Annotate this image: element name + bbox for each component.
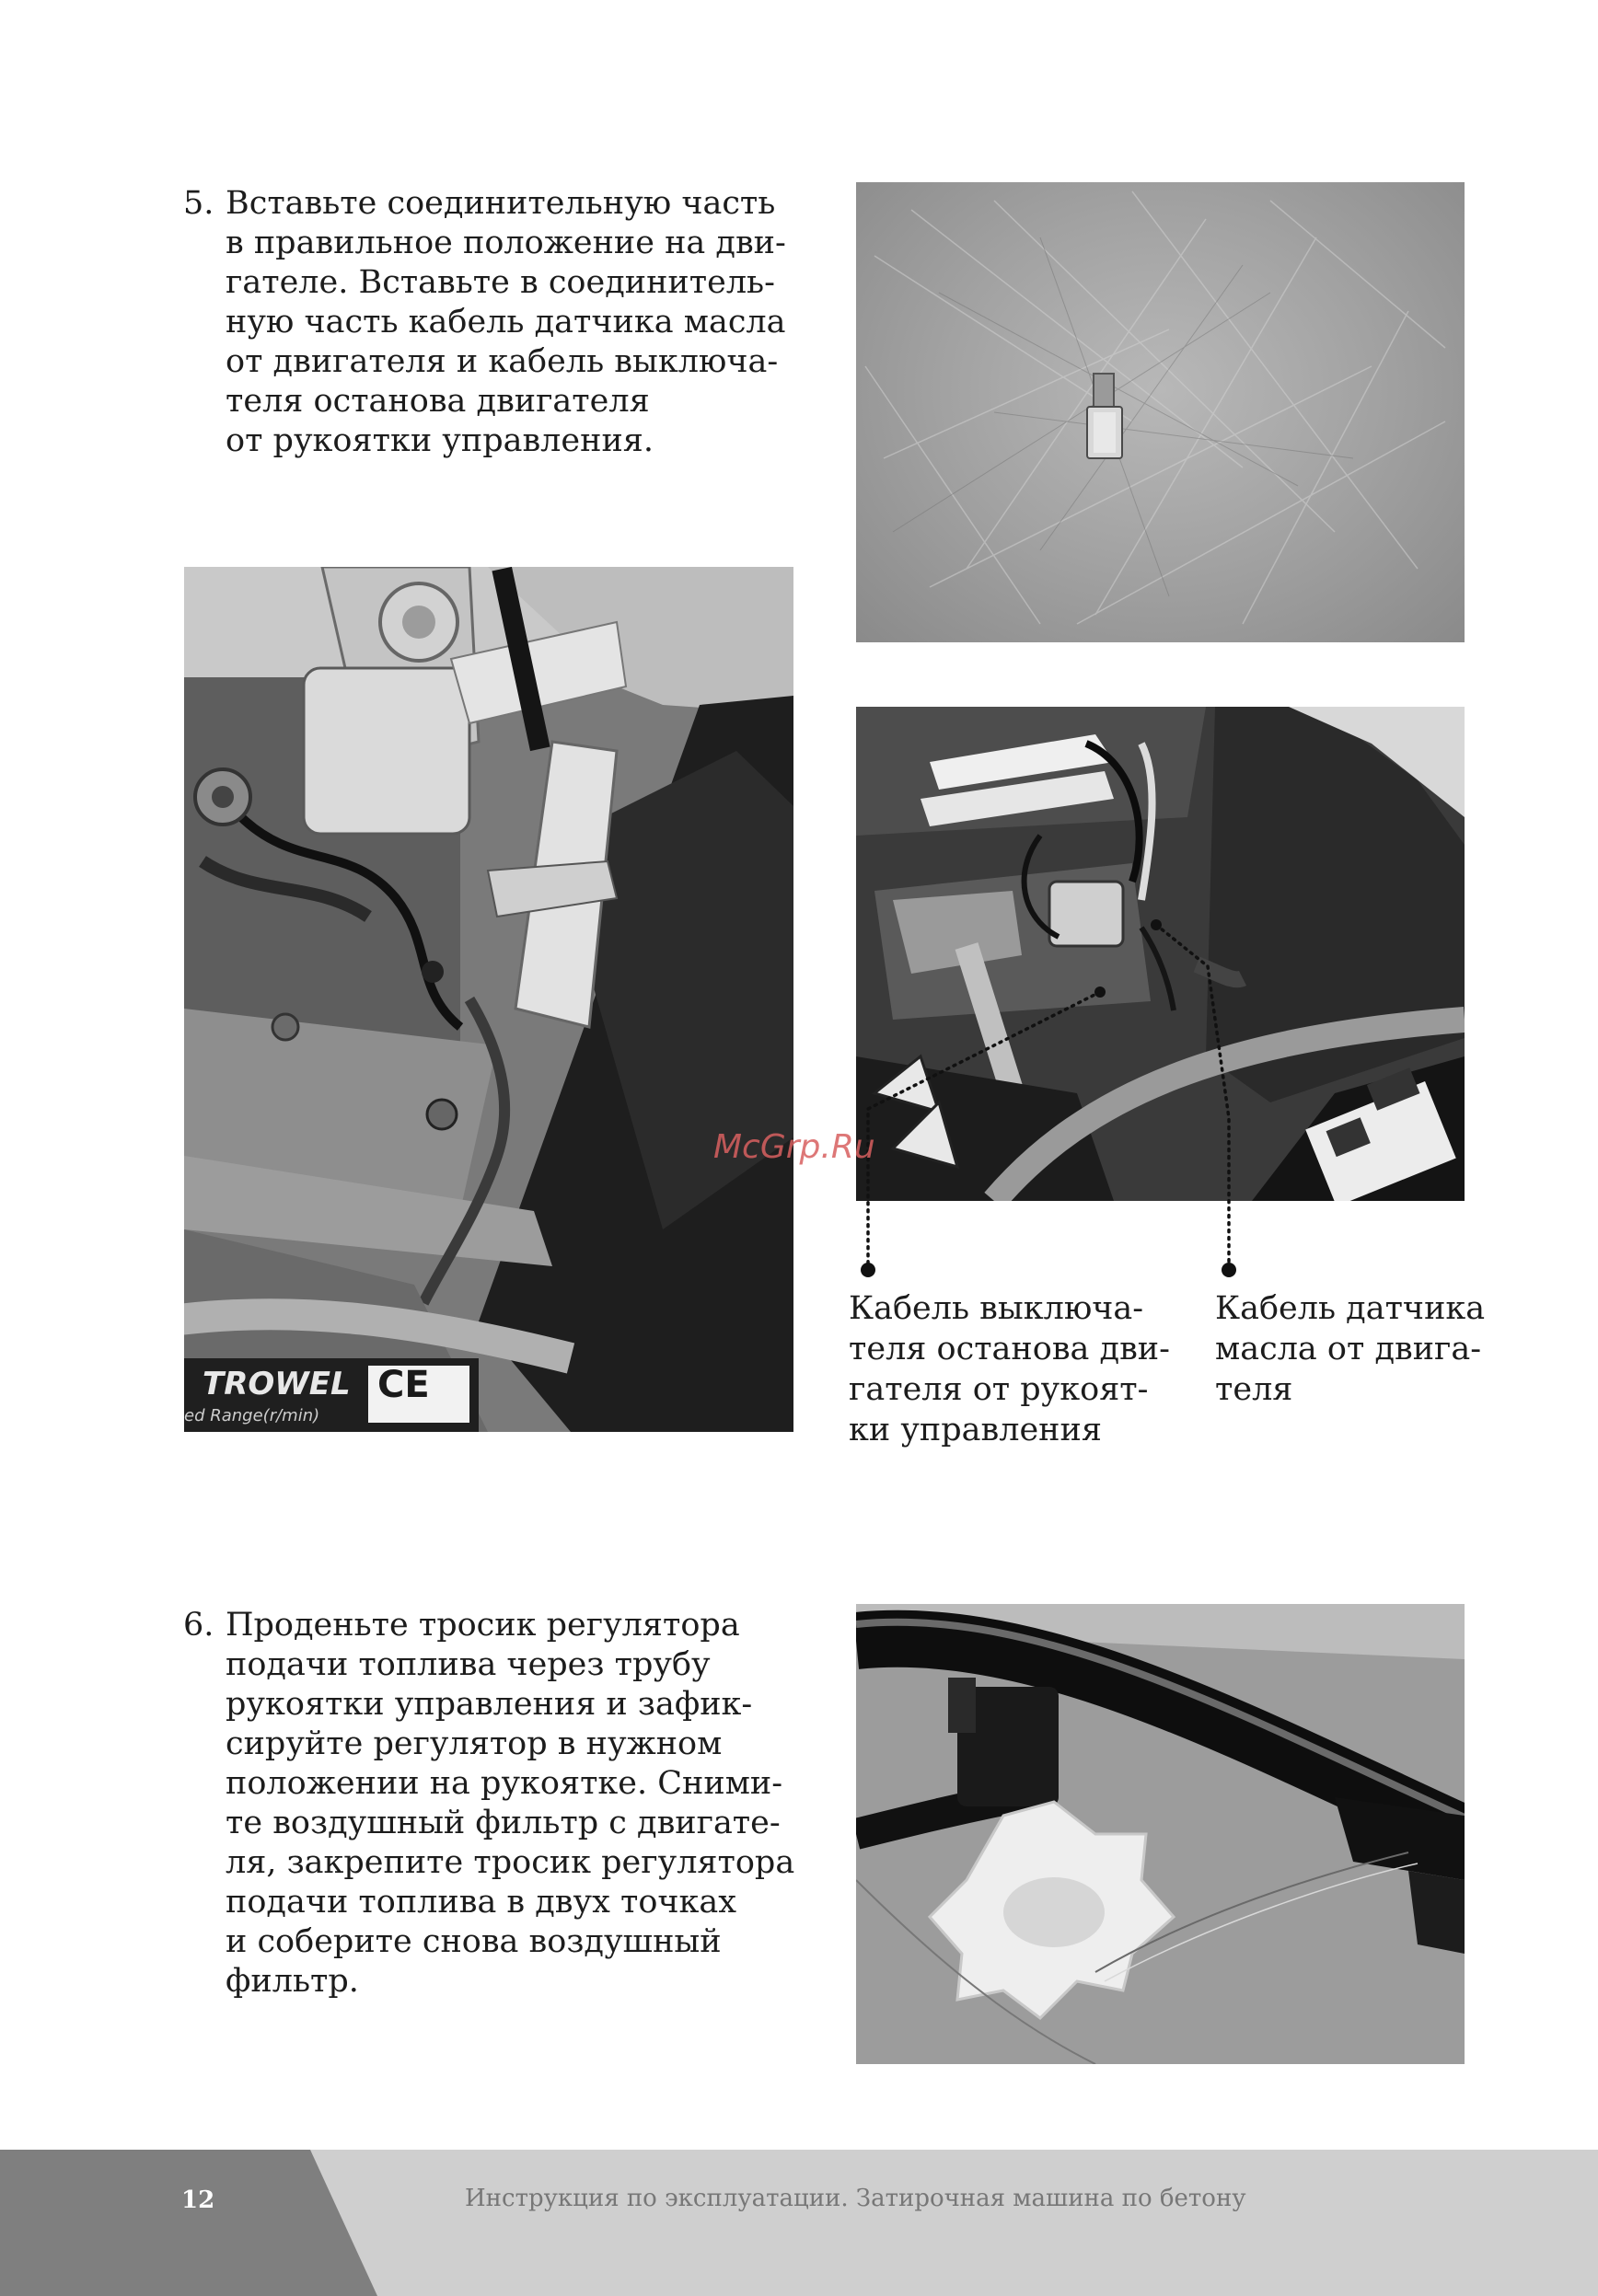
step-5 [183, 184, 828, 479]
ce-mark: CE [377, 1364, 430, 1406]
photo-engine-wiring-overview [856, 707, 1465, 1201]
photo-connector-on-floor [856, 182, 1465, 642]
page-footer [0, 2150, 1598, 2296]
footer-page-tab [0, 2150, 387, 2296]
step-number: 6. [183, 1607, 214, 1644]
step-6 [183, 1606, 828, 2011]
callout-stop-switch-cable: Кабель выключа- теля останова дви- гателя от рукоят- ки управления [849, 1290, 1170, 1448]
trowel-brand-label: TROWEL [203, 1366, 351, 1402]
footer-title: Инструкция по эксплуатации. Затирочная машина по бетону [465, 2185, 1246, 2212]
speed-range-label: ed Range(r/min) [184, 1406, 320, 1425]
page-number: 12 [181, 2186, 215, 2214]
photo-engine-connector-closeup [184, 567, 793, 1432]
step-text: Проденьте тросик регулятора подачи топлива через трубу рукоятки управления и зафик- сируйте регулятор в нужном положении на рукоятке. Сними- те воздушный фильтр с двигате- ля, закрепите тросик регулятора подачи топлива в двух точках и соберите снова воздушный фильтр. [226, 1607, 795, 2000]
watermark: McGrp.Ru [713, 1128, 875, 1166]
callout-oil-sensor-cable: Кабель датчика масла от двига- теля [1215, 1290, 1486, 1408]
step-text: Вставьте соединительную часть в правильное положение на дви- гателе. Вставьте в соединитель- ную часть кабель датчика масла от двигателя и кабель выключа- теля останова двигателя от рукоятки управления. [226, 185, 786, 459]
photo-handle-throttle-cable [856, 1604, 1465, 2064]
step-number: 5. [183, 185, 214, 222]
